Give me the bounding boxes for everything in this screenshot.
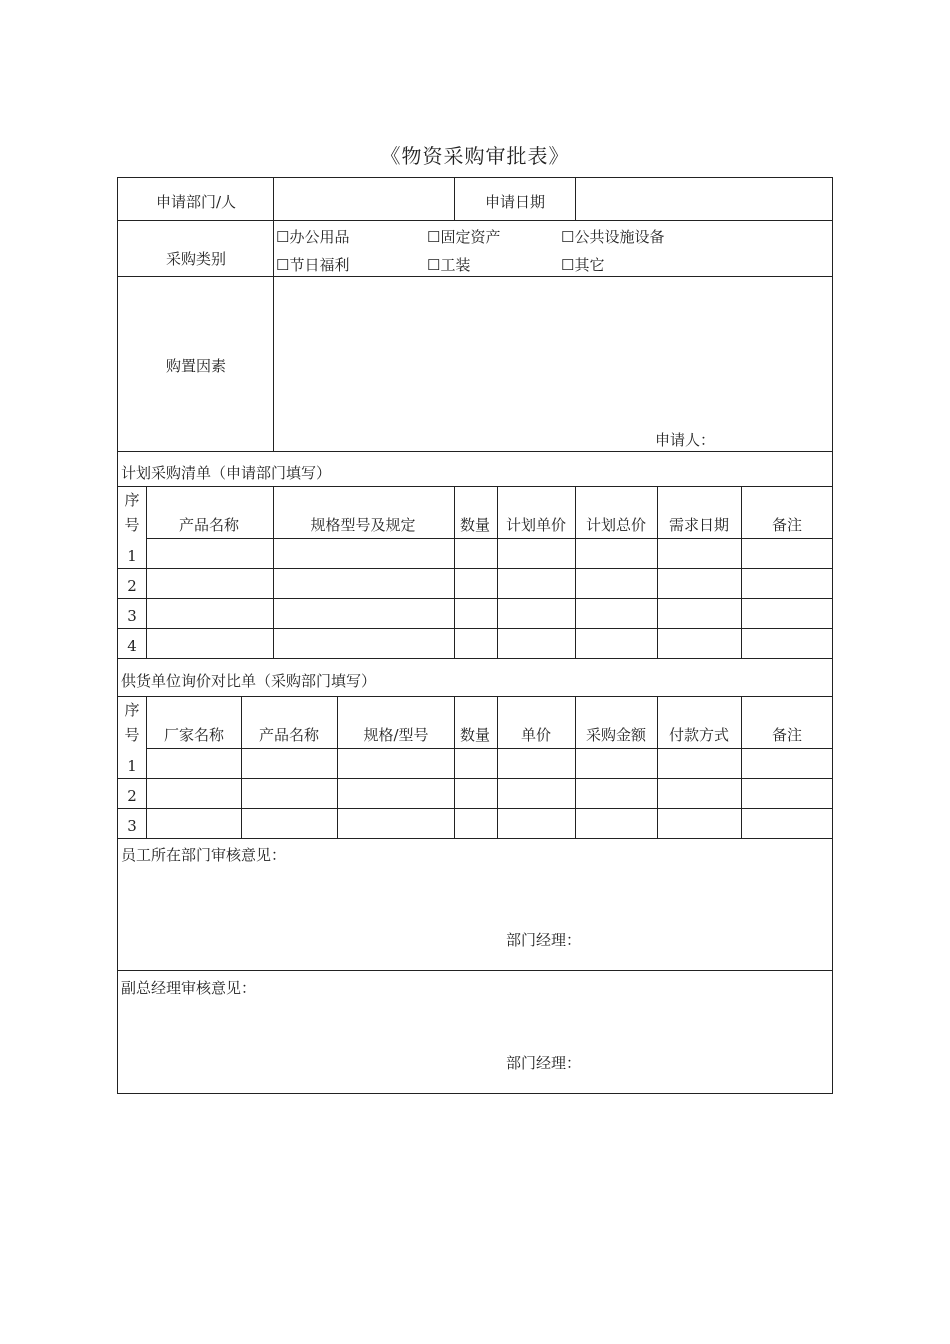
col-divider bbox=[241, 696, 242, 838]
purchase-approval-form bbox=[117, 177, 833, 1094]
category-option-label: 其它 bbox=[574, 256, 605, 274]
row-divider bbox=[118, 486, 832, 487]
plan-header-seq-bottom: 号 bbox=[124, 516, 140, 534]
col-divider bbox=[741, 486, 742, 658]
vp-signature-label: 部门经理： bbox=[506, 1054, 582, 1072]
supplier-header-qty: 数量 bbox=[459, 726, 491, 744]
table-row-number: 4 bbox=[127, 637, 137, 655]
reason-field[interactable] bbox=[274, 277, 831, 427]
supplier-header-maker: 厂家名称 bbox=[163, 726, 225, 744]
col-divider bbox=[337, 696, 338, 838]
row-divider bbox=[118, 628, 832, 629]
checkbox-icon: ☐ bbox=[427, 228, 441, 246]
supplier-header-seq-top: 序 bbox=[124, 701, 140, 719]
checkbox-icon: ☐ bbox=[427, 256, 441, 274]
supplier-header-amount: 采购金额 bbox=[585, 726, 647, 744]
col-divider bbox=[575, 486, 576, 658]
category-option-office-supplies[interactable] bbox=[276, 228, 349, 246]
supplier-header-spec: 规格/型号 bbox=[363, 726, 429, 744]
table-row-number: 1 bbox=[127, 757, 137, 775]
page-title: 《物资采购审批表》 bbox=[380, 144, 570, 168]
col-divider bbox=[657, 486, 658, 658]
col-divider bbox=[454, 696, 455, 838]
table-row-number: 1 bbox=[127, 547, 137, 565]
dept-review-field[interactable] bbox=[119, 868, 831, 938]
supplier-header-note: 备注 bbox=[771, 726, 803, 744]
checkbox-icon: ☐ bbox=[561, 256, 575, 274]
checkbox-icon: ☐ bbox=[276, 228, 290, 246]
category-option-other[interactable] bbox=[561, 256, 604, 274]
col-divider bbox=[146, 696, 147, 838]
table-row-number: 2 bbox=[127, 787, 137, 805]
table-row-number: 3 bbox=[127, 817, 137, 835]
row-divider bbox=[118, 568, 832, 569]
plan-section-title: 计划采购清单（申请部门填写） bbox=[121, 464, 332, 482]
col-divider bbox=[454, 178, 455, 220]
row-divider bbox=[118, 658, 832, 659]
col-divider bbox=[741, 696, 742, 838]
checkbox-icon: ☐ bbox=[561, 228, 575, 246]
category-label: 采购类别 bbox=[165, 250, 227, 268]
supplier-header-unit-price: 单价 bbox=[520, 726, 552, 744]
table-row-number: 2 bbox=[127, 577, 137, 595]
category-option-public-facilities[interactable] bbox=[561, 228, 664, 246]
supplier-section-title: 供货单位询价对比单（采购部门填写） bbox=[121, 672, 377, 690]
reason-label: 购置因素 bbox=[165, 357, 227, 375]
col-divider bbox=[146, 486, 147, 658]
row-divider bbox=[118, 808, 832, 809]
col-divider bbox=[657, 696, 658, 838]
vp-review-label: 副总经理审核意见： bbox=[121, 979, 257, 997]
plan-header-qty: 数量 bbox=[459, 516, 491, 534]
supplier-header-product: 产品名称 bbox=[258, 726, 320, 744]
category-option-holiday-benefits[interactable] bbox=[276, 256, 349, 274]
row-divider bbox=[118, 970, 832, 971]
plan-header-unit-price: 计划单价 bbox=[505, 516, 567, 534]
applicant-label: 申请人： bbox=[655, 431, 716, 449]
plan-header-total-price: 计划总价 bbox=[585, 516, 647, 534]
applicant-dept-field[interactable] bbox=[274, 179, 453, 219]
category-option-label: 办公用品 bbox=[289, 228, 350, 246]
row-divider bbox=[146, 748, 832, 749]
row-divider bbox=[118, 220, 832, 221]
applicant-dept-label: 申请部门/人 bbox=[155, 193, 237, 211]
plan-header-seq-top: 序 bbox=[124, 491, 140, 509]
row-divider bbox=[118, 451, 832, 452]
table-row-number: 3 bbox=[127, 607, 137, 625]
vp-review-field[interactable] bbox=[119, 1000, 831, 1060]
plan-header-product: 产品名称 bbox=[178, 516, 240, 534]
plan-header-date: 需求日期 bbox=[668, 516, 730, 534]
col-divider bbox=[575, 696, 576, 838]
col-divider bbox=[497, 696, 498, 838]
row-divider bbox=[118, 598, 832, 599]
row-divider bbox=[118, 838, 832, 839]
supplier-header-payment: 付款方式 bbox=[668, 726, 730, 744]
category-option-label: 固定资产 bbox=[440, 228, 501, 246]
apply-date-label: 申请日期 bbox=[484, 193, 546, 211]
col-divider bbox=[454, 486, 455, 658]
row-divider bbox=[118, 778, 832, 779]
supplier-header-seq-bottom: 号 bbox=[124, 726, 140, 744]
dept-manager-signature-label: 部门经理： bbox=[506, 931, 582, 949]
category-option-label: 节日福利 bbox=[289, 256, 350, 274]
apply-date-field[interactable] bbox=[576, 179, 831, 219]
plan-header-spec: 规格型号及规定 bbox=[310, 516, 416, 534]
row-divider bbox=[118, 696, 832, 697]
row-divider bbox=[146, 538, 832, 539]
dept-review-label: 员工所在部门审核意见： bbox=[121, 846, 287, 864]
category-option-fixed-assets[interactable] bbox=[427, 228, 500, 246]
category-option-uniforms[interactable] bbox=[427, 256, 470, 274]
category-option-label: 公共设施设备 bbox=[574, 228, 665, 246]
plan-header-note: 备注 bbox=[771, 516, 803, 534]
checkbox-icon: ☐ bbox=[276, 256, 290, 274]
category-option-label: 工装 bbox=[440, 256, 471, 274]
col-divider bbox=[497, 486, 498, 658]
col-divider bbox=[273, 486, 274, 658]
